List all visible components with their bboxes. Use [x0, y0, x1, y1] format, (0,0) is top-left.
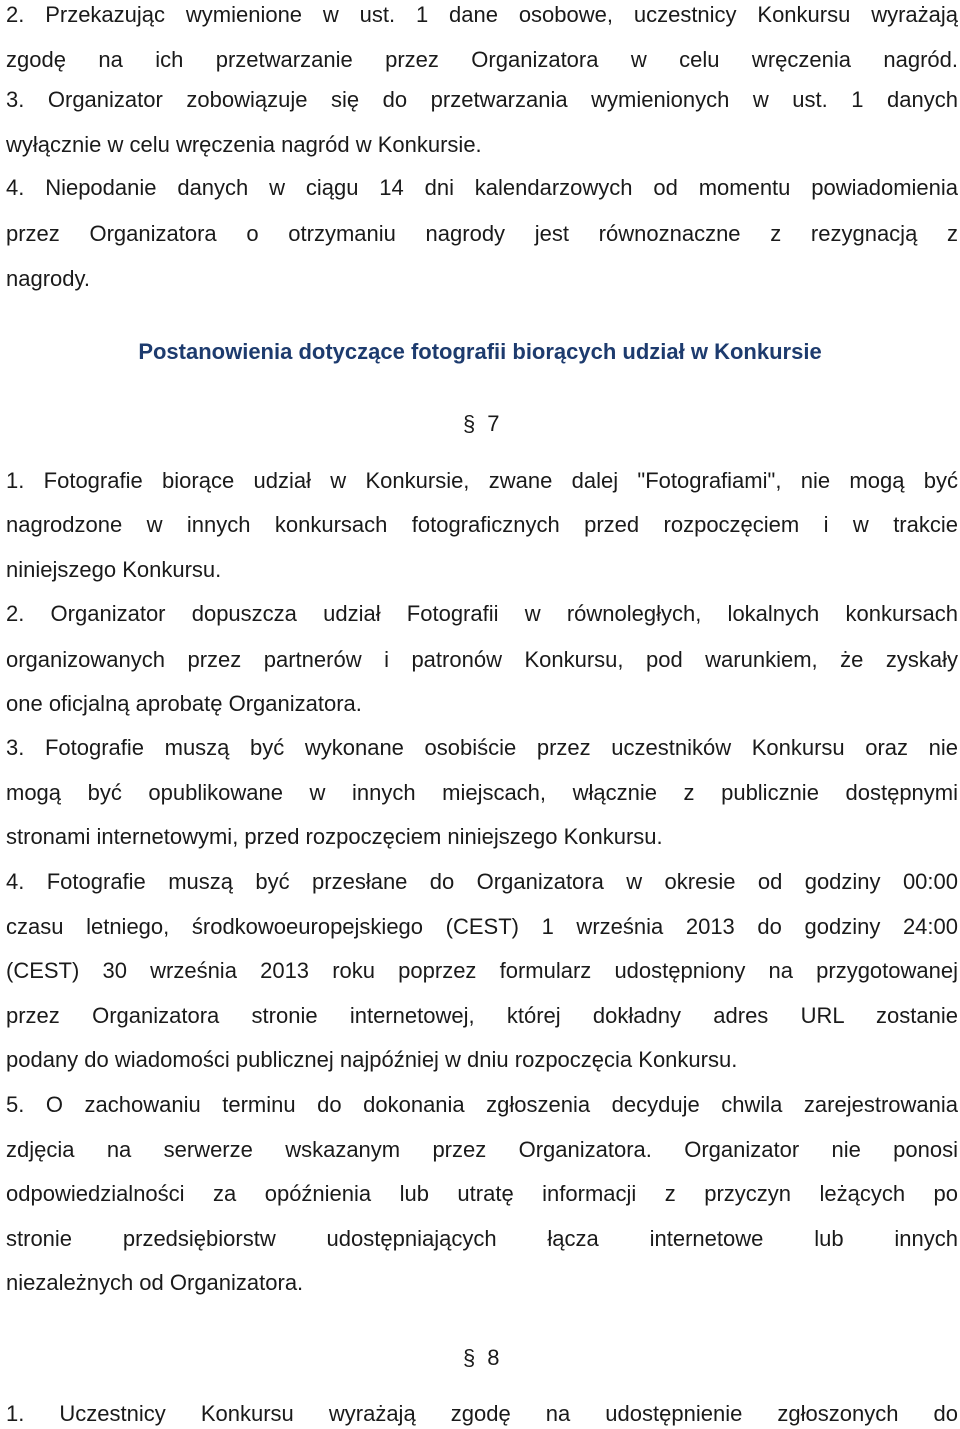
text-line: nagrody. — [6, 266, 90, 291]
text-line: organizowanych przez partnerów i patronów Konkursu, pod warunkiem, że zyskały — [6, 647, 958, 672]
section-number-8 — [463, 1343, 500, 1373]
text-line: niezależnych od Organizatora. — [6, 1270, 304, 1295]
section-number: 7 — [487, 411, 500, 436]
section-mark: § — [463, 411, 476, 436]
text-line: wyłącznie w celu wręczenia nagród w Konkursie. — [6, 132, 482, 157]
text-line: podany do wiadomości publicznej najpóźniej w dniu rozpoczęcia Konkursu. — [6, 1047, 738, 1072]
text-line: one oficjalną aprobatę Organizatora. — [6, 691, 362, 716]
text-line: 3. Fotografie muszą być wykonane osobiście przez uczestników Konkursu oraz nie — [6, 735, 958, 760]
text-line: odpowiedzialności za opóźnienia lub utratę informacji z przyczyn leżących po — [6, 1181, 958, 1206]
section-mark: § — [463, 1345, 476, 1370]
text-line: zdjęcia na serwerze wskazanym przez Organizatora. Organizator nie ponosi — [6, 1137, 958, 1162]
text-line: 4. Fotografie muszą być przesłane do Organizatora w okresie od godziny 00:00 — [6, 869, 958, 894]
text-line: przez Organizatora stronie internetowej, której dokładny adres URL zostanie — [6, 1003, 958, 1028]
text-line: niniejszego Konkursu. — [6, 557, 222, 582]
section-number: 8 — [487, 1345, 500, 1370]
section-number-7 — [463, 409, 500, 439]
section-heading: Postanowienia dotyczące fotografii biorących udział w Konkursie — [138, 339, 822, 364]
text-line: 3. Organizator zobowiązuje się do przetwarzania wymienionych w ust. 1 danych — [6, 87, 958, 112]
text-line: mogą być opublikowane w innych miejscach, włącznie z publicznie dostępnymi — [6, 780, 958, 805]
text-line: 5. O zachowaniu terminu do dokonania zgłoszenia decyduje chwila zarejestrowania — [6, 1092, 958, 1117]
text-line: 4. Niepodanie danych w ciągu 14 dni kalendarzowych od momentu powiadomienia — [6, 175, 958, 200]
text-line: 1. Uczestnicy Konkursu wyrażają zgodę na udostępnienie zgłoszonych do — [6, 1401, 958, 1426]
text-line: zgodę na ich przetwarzanie przez Organizatora w celu wręczenia nagród. — [6, 47, 958, 72]
text-line: 1. Fotografie biorące udział w Konkursie, zwane dalej "Fotografiami", nie mogą być — [6, 468, 958, 493]
text-line: (CEST) 30 września 2013 roku poprzez formularz udostępniony na przygotowanej — [6, 958, 958, 983]
text-line: czasu letniego, środkowoeuropejskiego (CEST) 1 września 2013 do godziny 24:00 — [6, 914, 958, 939]
text-line: stronie przedsiębiorstw udostępniających łącza internetowe lub innych — [6, 1226, 958, 1251]
text-line: przez Organizatora o otrzymaniu nagrody jest równoznaczne z rezygnacją z — [6, 221, 958, 246]
text-line: 2. Organizator dopuszcza udział Fotografii w równoległych, lokalnych konkursach — [6, 601, 958, 626]
text-line: nagrodzone w innych konkursach fotograficznych przed rozpoczęciem i w trakcie — [6, 512, 958, 537]
text-line: stronami internetowymi, przed rozpoczęciem niniejszego Konkursu. — [6, 824, 663, 849]
text-line: 2. Przekazując wymienione w ust. 1 dane osobowe, uczestnicy Konkursu wyrażają — [6, 2, 958, 27]
